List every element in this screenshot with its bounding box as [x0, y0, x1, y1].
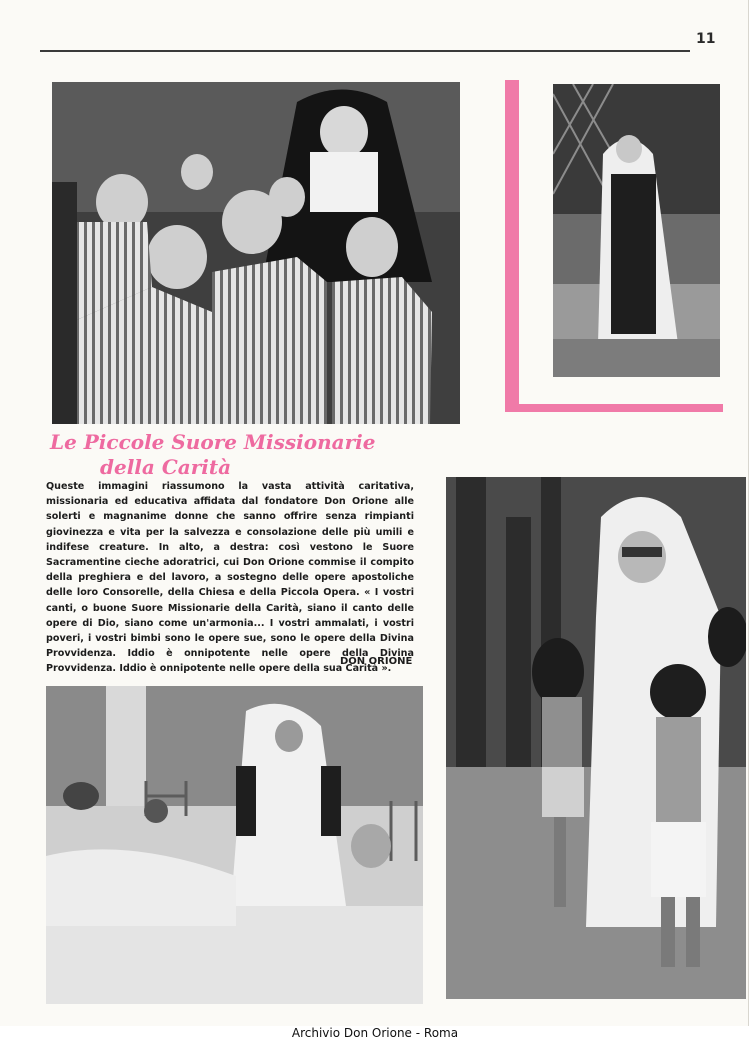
article-title-line-2: della Carità	[100, 455, 232, 479]
photo-sacramentine-sister	[553, 84, 720, 377]
photo-missionary-sister-with-children	[446, 477, 746, 999]
pink-frame-vertical	[505, 80, 519, 412]
photo-nun-with-children	[52, 82, 460, 424]
article-title-line-1: Le Piccole Suore Missionarie	[50, 430, 376, 454]
pink-frame-horizontal	[505, 404, 723, 412]
photo-hospital-ward	[46, 686, 423, 1004]
article-body: Queste immagini riassumono la vasta attività caritativa, missionaria ed educativa affidata dal fondatore Don Orione alle solerti e magnanime donne che sanno offrire senza rimpianti giovinezza e vita per la salvezza e consolazione delle più umili e indifese creature. In alto, a destra: così vestono le Suore Sacramentine cieche adoratrici, cui Don Orione commise il compito della preghiera e del lavoro, a sostegno delle opere apostoliche delle loro Consorelle, della Chiesa e della Piccola Opera. « I vostri canti, o buone Suore Missionarie della Carità, siano il canto delle opere di Dio, siano come un'armonia... I vostri ammalati, i vostri poveri, i vostri bimbi sono le opere sue, sono le opere della Divina Provvidenza. Iddio è onnipotente nelle opere della Divina Provvidenza. Iddio è onnipotente nelle opere della sua Carità ».	[46, 481, 414, 675]
article-title	[50, 430, 450, 480]
archive-caption: Archivio Don Orione - Roma	[0, 1026, 750, 1040]
page-number: 11	[696, 31, 716, 47]
header-rule	[40, 50, 690, 52]
article-signature: DON ORIONE	[340, 656, 413, 667]
